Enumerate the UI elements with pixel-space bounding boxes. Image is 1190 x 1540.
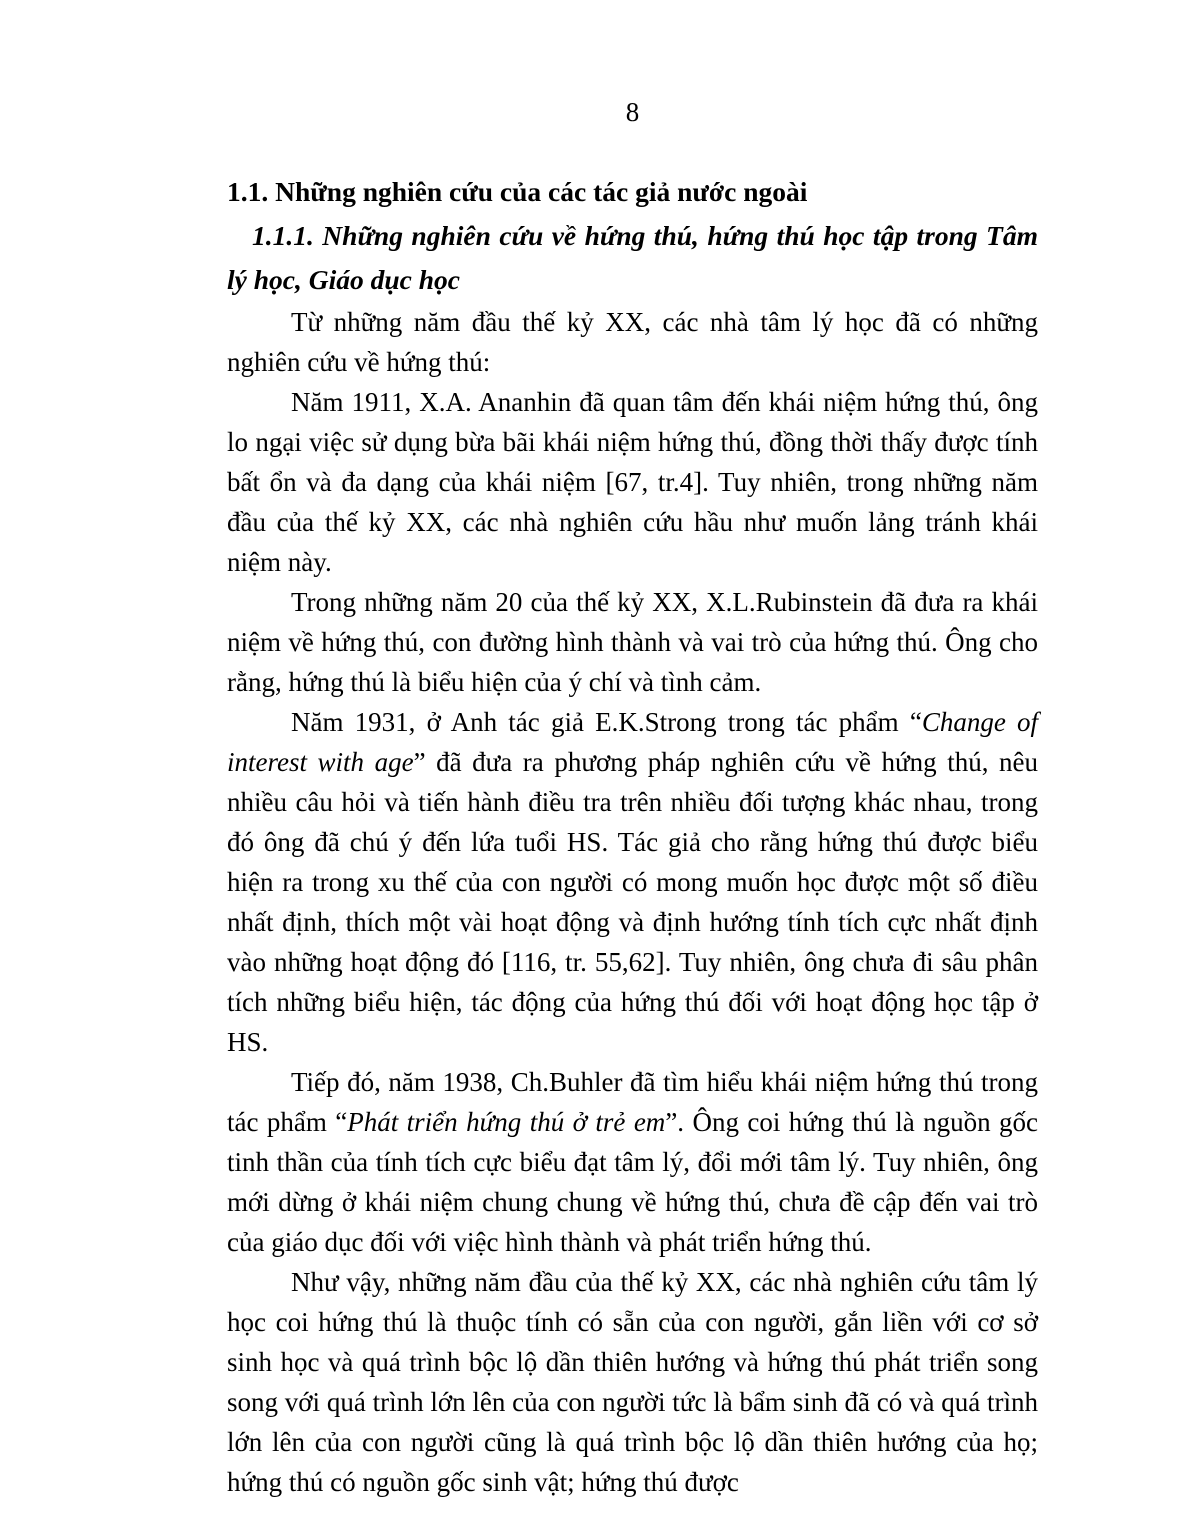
paragraph-buhler-text-2: ”. Ông coi hứng thú là nguồn gốc tinh thần của tính tích cực biểu đạt tâm lý, đổi mới tâm lý. Tuy nhiên, ông mới dừng ở khái niệm chung chung về hứng thú, chưa đề cập đến vai trò của giáo dục đối với việc hình thành và phát triển hứng thú.: [227, 1107, 1038, 1257]
section-heading: 1.1. Những nghiên cứu của các tác giả nước ngoài: [227, 176, 808, 207]
paragraph-rubinstein: [227, 582, 1038, 702]
paragraph-strong: [227, 702, 1038, 1062]
paragraph-buhler-book-title: Phát triển hứng thú ở trẻ em: [347, 1107, 666, 1137]
paragraph-intro: [227, 302, 1038, 382]
paragraph-rubinstein-text: Trong những năm 20 của thế kỷ XX, X.L.Rubinstein đã đưa ra khái niệm về hứng thú, con đường hình thành và vai trò của hứng thú. Ông cho rằng, hứng thú là biểu hiện của ý chí và tình cảm.: [227, 587, 1038, 697]
paragraph-summary: [227, 1262, 1038, 1502]
subsection-heading: 1.1.1. Những nghiên cứu về hứng thú, hứng thú học tập trong Tâm lý học, Giáo dục học: [227, 220, 1038, 295]
paragraph-strong-text-2: ” đã đưa ra phương pháp nghiên cứu về hứng thú, nêu nhiều câu hỏi và tiến hành điều tra trên nhiều đối tượng khác nhau, trong đó ông đã chú ý đến lứa tuổi HS. Tác giả cho rằng hứng thú được biểu hiện ra trong xu thế của con người có mong muốn học được một số điều nhất định, thích một vài hoạt động và định hướng tính tích cực nhất định vào những hoạt động đó [116, tr. 55,62]. Tuy nhiên, ông chưa đi sâu phân tích những biểu hiện, tác động của hứng thú đối với hoạt động học tập ở HS.: [227, 747, 1038, 1057]
page-number: 8: [625, 97, 640, 127]
paragraph-strong-book-title: Change of interest with age: [227, 707, 1038, 777]
paragraph-strong-text-1: Năm 1931, ở Anh tác giả E.K.Strong trong tác phẩm “: [291, 707, 922, 737]
paragraph-ananhin-text: Năm 1911, X.A. Ananhin đã quan tâm đến khái niệm hứng thú, ông lo ngại việc sử dụng bừa bãi khái niệm hứng thú, đồng thời thấy được tính bất ổn và đa dạng của khái niệm [67, tr.4]. Tuy nhiên, trong những năm đầu của thế kỷ XX, các nhà nghiên cứu hầu như muốn lảng tránh khái niệm này.: [227, 387, 1038, 577]
paragraph-summary-text: Như vậy, những năm đầu của thế kỷ XX, các nhà nghiên cứu tâm lý học coi hứng thú là thuộc tính có sẵn của con người, gắn liền với cơ sở sinh học và quá trình bộc lộ dần thiên hướng và hứng thú phát triển song song với quá trình lớn lên của con người tức là bẩm sinh đã có và quá trình lớn lên của con người cũng là quá trình bộc lộ dần thiên hướng của họ; hứng thú có nguồn gốc sinh vật; hứng thú được: [227, 1267, 1038, 1497]
paragraph-buhler: [227, 1062, 1038, 1262]
paragraph-intro-text: Từ những năm đầu thế kỷ XX, các nhà tâm lý học đã có những nghiên cứu về hứng thú:: [227, 307, 1038, 377]
paragraph-ananhin: [227, 382, 1038, 582]
paragraph-buhler-text-1: Tiếp đó, năm 1938, Ch.Buhler đã tìm hiểu khái niệm hứng thú trong tác phẩm “: [227, 1067, 1038, 1137]
